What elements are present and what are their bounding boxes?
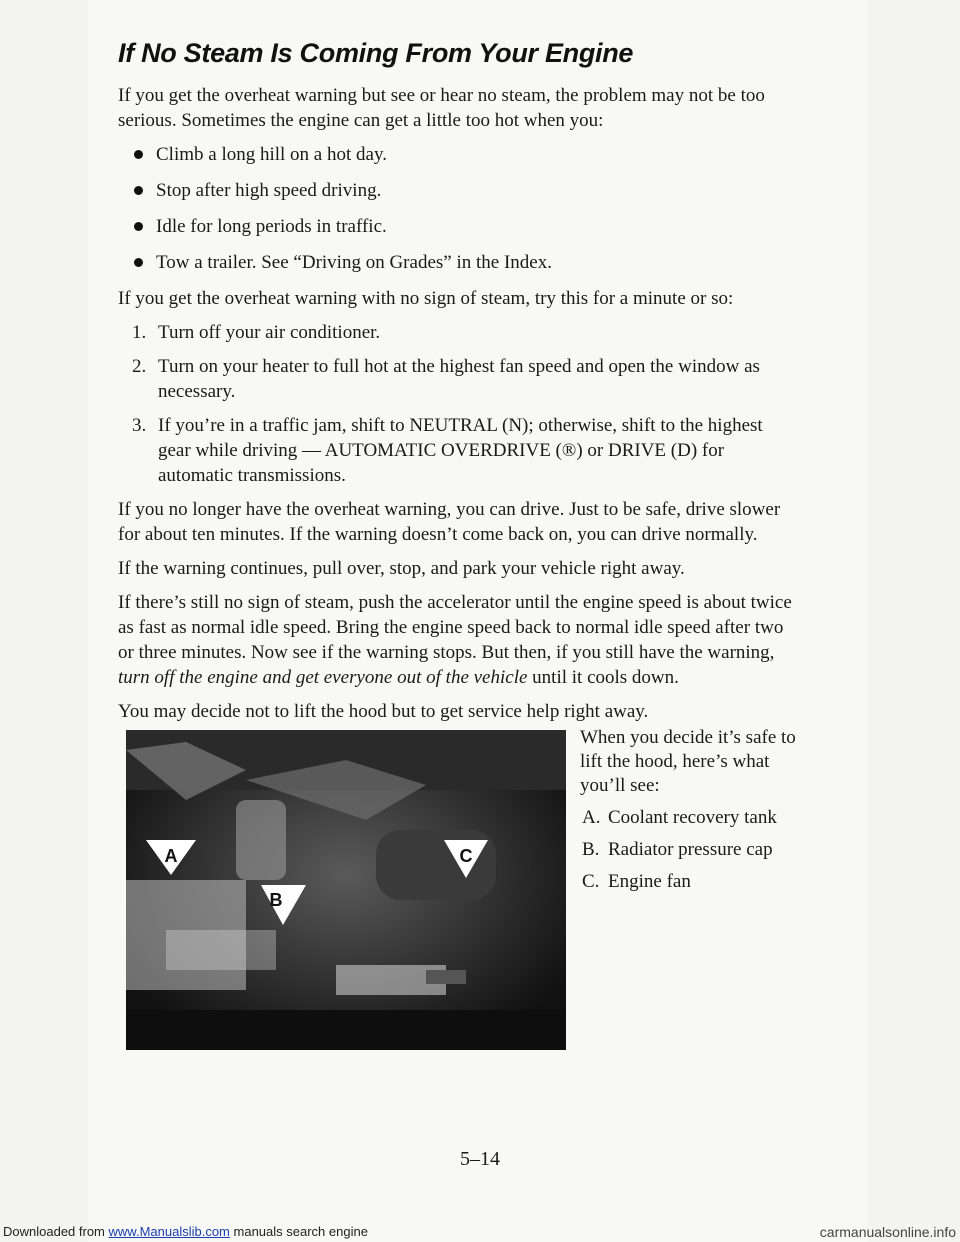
conditions-list xyxy=(118,142,798,275)
figure-caption xyxy=(580,726,800,902)
page-heading: If No Steam Is Coming From Your Engine xyxy=(118,38,634,68)
page-content xyxy=(118,38,798,1054)
list-item: Climb a long hill on a hot day. xyxy=(134,142,798,167)
footer-source: Downloaded from www.Manualslib.com manuals search engine xyxy=(3,1224,368,1239)
bullet-icon xyxy=(134,150,143,159)
still-no-steam-paragraph: If there’s still no sign of steam, push the accelerator until the engine speed is about twice as fast as normal idle speed. Bring the engine speed back to normal idle speed after two or three minutes. Now see if the warning stops. But then, if you still have the warning, turn off the engine and get everyone out of the vehicle until it cools down. xyxy=(118,592,792,688)
hood-paragraph: You may decide not to lift the hood but to get service help right away. xyxy=(118,701,649,722)
warning-emphasis: turn off the engine and get everyone out of the vehicle xyxy=(118,667,528,688)
list-item: Stop after high speed driving. xyxy=(134,178,798,203)
list-item: 3. If you’re in a traffic jam, shift to NEUTRAL (N); otherwise, shift to the highest gear while driving — AUTOMATIC OVERDRIVE (®) or DRIVE (D) for automatic transmissions. xyxy=(132,415,763,486)
steps-list xyxy=(118,320,798,488)
list-item: A. Coolant recovery tank xyxy=(582,807,777,828)
list-item: 1. Turn off your air conditioner. xyxy=(132,322,381,343)
parts-list xyxy=(580,806,800,894)
no-longer-paragraph: If you no longer have the overheat warning, you can drive. Just to be safe, drive slower for about ten minutes. If the warning doesn’t come back on, you can drive normally. xyxy=(118,499,781,545)
marker-a: A xyxy=(164,846,178,866)
list-item: Idle for long periods in traffic. xyxy=(134,214,798,239)
steps-intro-paragraph: If you get the overheat warning with no sign of steam, try this for a minute or so: xyxy=(118,288,734,309)
intro-paragraph: If you get the overheat warning but see or hear no steam, the problem may not be too serious. Sometimes the engine can get a little too hot when you: xyxy=(118,85,765,131)
page-number: 5–14 xyxy=(460,1148,500,1170)
marker-b: B xyxy=(269,890,283,910)
list-item: C. Engine fan xyxy=(582,871,691,892)
bullet-icon xyxy=(134,258,143,267)
engine-illustration xyxy=(126,730,566,1050)
engine-figure xyxy=(118,724,798,1054)
watermark: carmanualsonline.info xyxy=(819,1224,956,1240)
manualslib-link[interactable]: www.Manualslib.com xyxy=(108,1224,230,1239)
list-item: Tow a trailer. See “Driving on Grades” in the Index. xyxy=(134,250,798,275)
engine-photo xyxy=(126,730,566,1050)
continues-paragraph: If the warning continues, pull over, stop, and park your vehicle right away. xyxy=(118,558,685,579)
caption-intro: When you decide it’s safe to lift the hood, here’s what you’ll see: xyxy=(580,727,796,796)
bullet-icon xyxy=(134,222,143,231)
bullet-icon xyxy=(134,186,143,195)
list-item: B. Radiator pressure cap xyxy=(582,839,773,860)
list-item: 2. Turn on your heater to full hot at the highest fan speed and open the window as necessary. xyxy=(132,356,760,402)
footer xyxy=(0,1222,960,1242)
marker-c: C xyxy=(459,846,473,866)
